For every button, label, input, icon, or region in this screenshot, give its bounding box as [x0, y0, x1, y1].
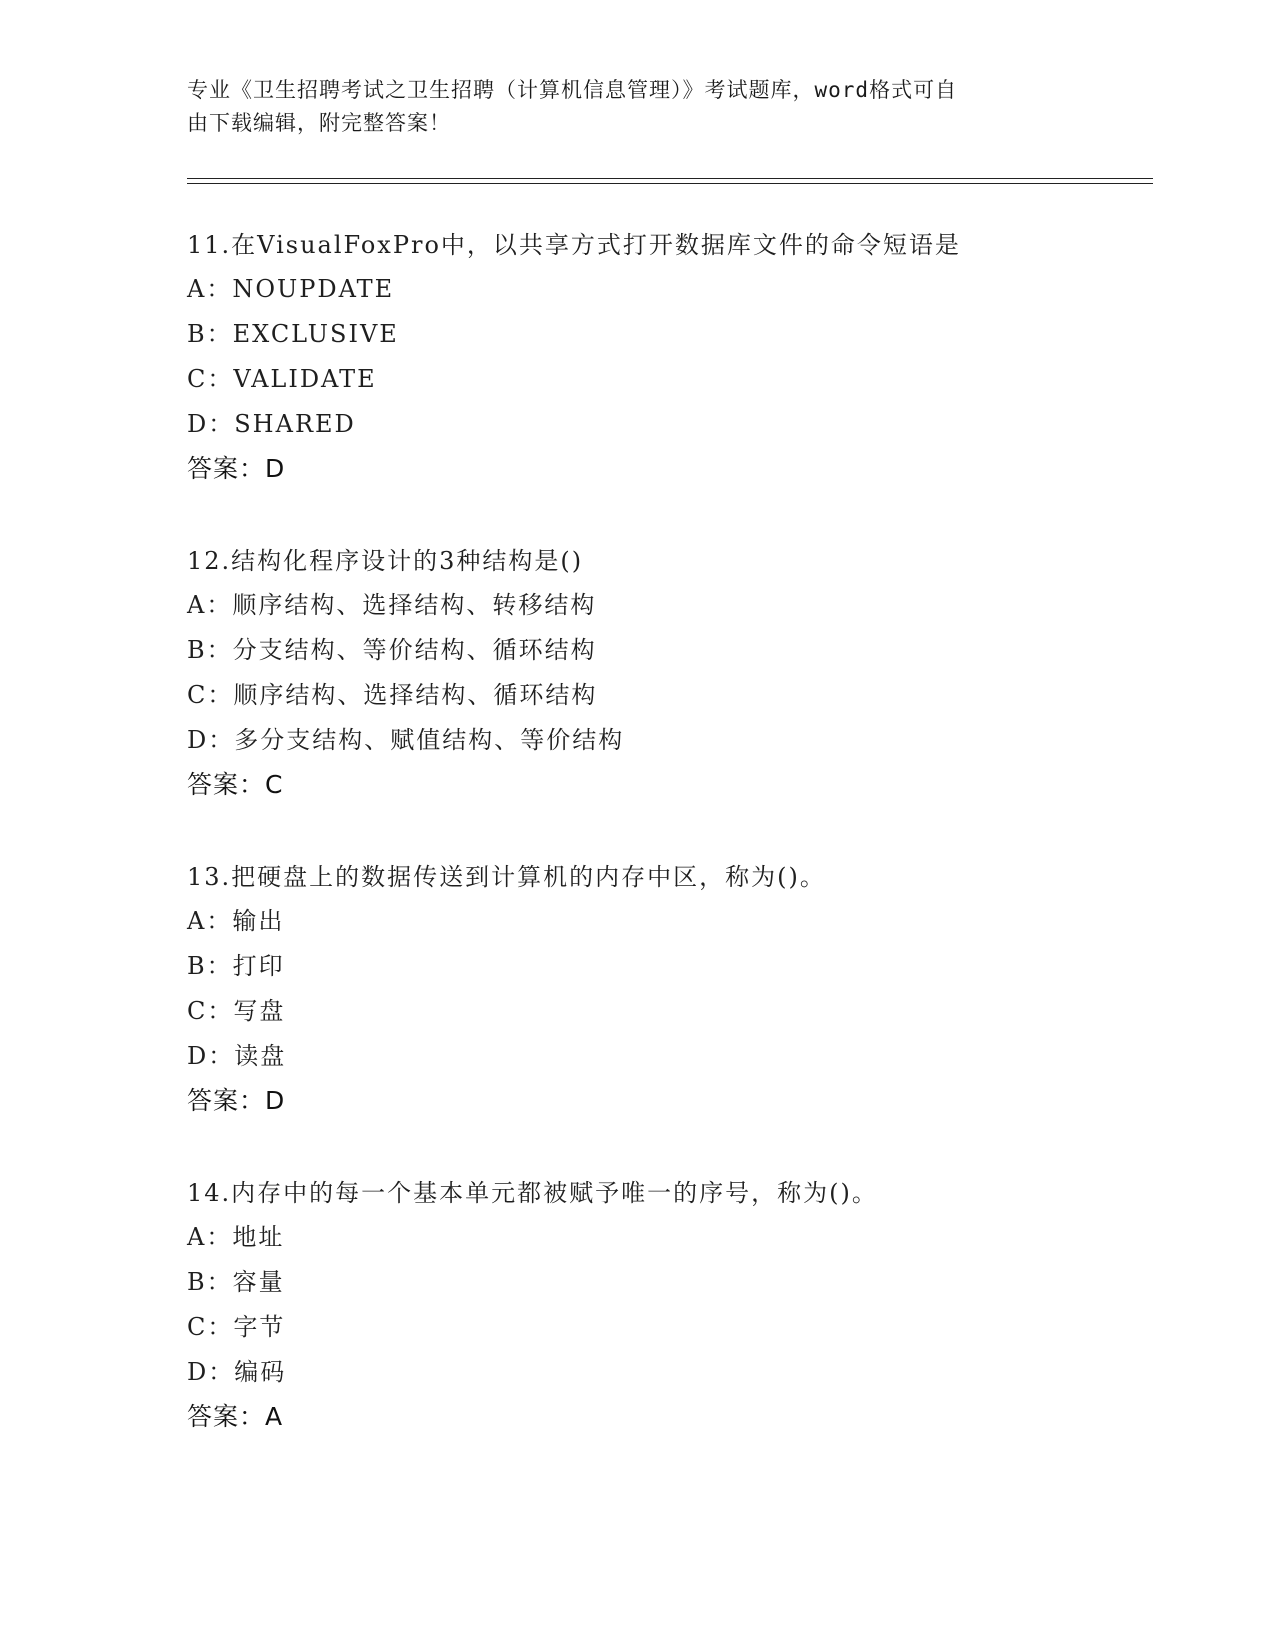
question-13 [187, 862, 1187, 1116]
option-c: C：顺序结构、选择结构、循环结构 [187, 681, 598, 709]
question-14 [187, 1178, 1187, 1432]
option-a: A：地址 [187, 1223, 285, 1251]
question-stem: 11.在VisualFoxPro中，以共享方式打开数据库文件的命令短语是 [187, 231, 961, 259]
option-b: B：分支结构、等价结构、循环结构 [187, 636, 597, 664]
option-c: C：VALIDATE [187, 365, 377, 393]
document-header [187, 74, 1067, 140]
question-stem: 12.结构化程序设计的3种结构是() [187, 547, 584, 575]
option-b: B：打印 [187, 952, 285, 980]
header-line-1: 专业《卫生招聘考试之卫生招聘（计算机信息管理）》考试题库，word格式可自 [187, 78, 958, 102]
option-d: D：编码 [187, 1358, 287, 1386]
option-b: B：EXCLUSIVE [187, 320, 399, 348]
option-d: D：读盘 [187, 1042, 287, 1070]
option-d: D：多分支结构、赋值结构、等价结构 [187, 726, 625, 754]
answer: 答案：D [187, 1086, 286, 1115]
option-a: A：输出 [187, 907, 285, 935]
question-stem: 13.把硬盘上的数据传送到计算机的内存中区，称为()。 [187, 863, 826, 891]
answer: 答案：C [187, 770, 284, 799]
header-line-2: 由下载编辑，附完整答案！ [187, 111, 451, 135]
option-a: A：NOUPDATE [187, 275, 395, 303]
header-divider [187, 178, 1153, 184]
answer: 答案：A [187, 1402, 284, 1431]
option-c: C：写盘 [187, 997, 286, 1025]
question-11 [187, 230, 1187, 484]
option-a: A：顺序结构、选择结构、转移结构 [187, 591, 597, 619]
answer: 答案：D [187, 454, 286, 483]
question-12 [187, 546, 1187, 800]
option-c: C：字节 [187, 1313, 286, 1341]
option-b: B：容量 [187, 1268, 285, 1296]
question-stem: 14.内存中的每一个基本单元都被赋予唯一的序号，称为()。 [187, 1179, 878, 1207]
option-d: D：SHARED [187, 410, 356, 438]
